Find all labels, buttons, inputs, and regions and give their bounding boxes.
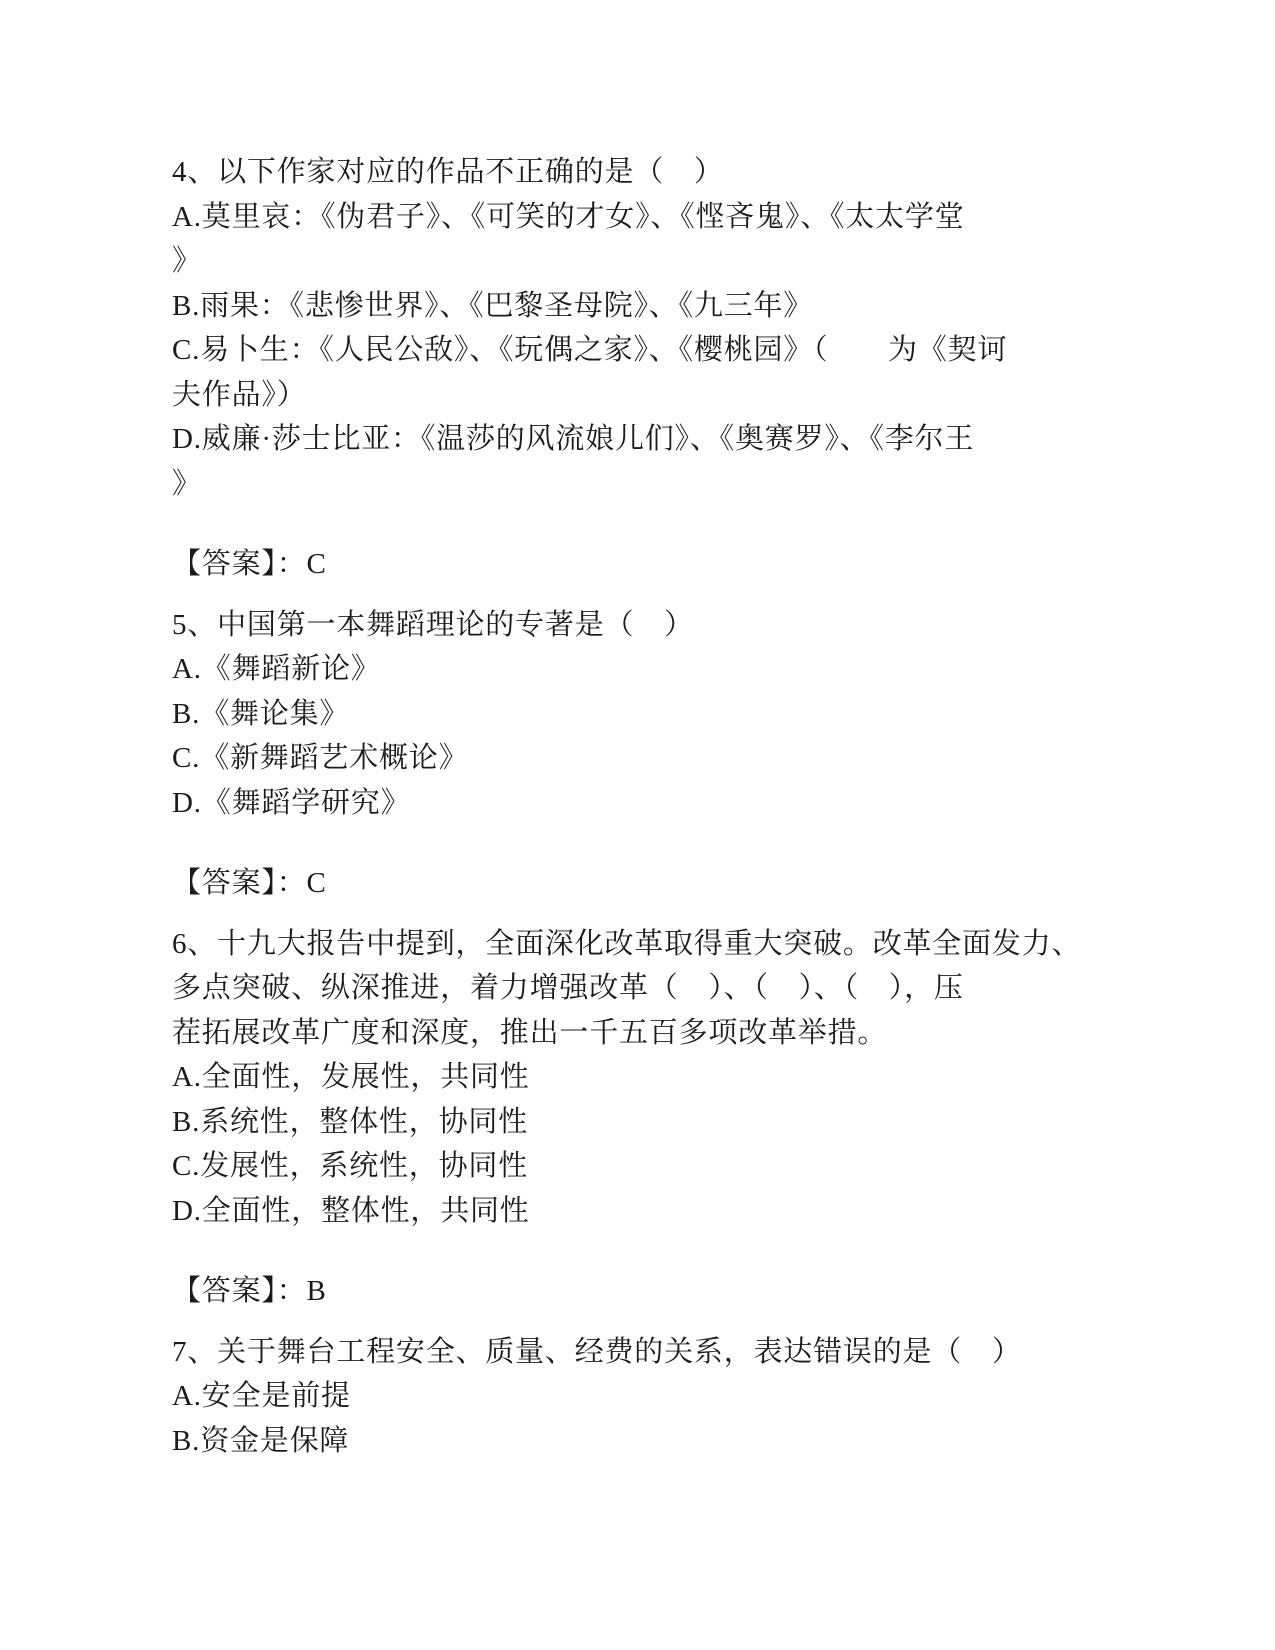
question-6-stem-line-3: 茬拓展改革广度和深度，推出一千五百多项改革举措。	[172, 1016, 888, 1049]
question-5-option-c: C.《新舞蹈艺术概论》	[172, 742, 469, 774]
question-5-option-d: D.《舞蹈学研究》	[172, 786, 411, 819]
question-6-option-a: A.全面性，发展性，共同性	[172, 1061, 530, 1093]
question-4-option-d-line-1: D.威廉·莎士比亚：《温莎的风流娘儿们》、《奥赛罗》、《李尔王	[172, 423, 975, 455]
question-5-stem: 5、中国第一本舞蹈理论的专著是（ ）	[172, 608, 694, 641]
question-6-option-d: D.全面性，整体性，共同性	[172, 1194, 530, 1227]
exam-page-content	[172, 150, 1132, 1463]
question-7	[172, 1330, 1132, 1464]
question-7-option-a: A.安全是前提	[172, 1380, 351, 1412]
question-6	[172, 922, 1132, 1234]
question-7-stem: 7、关于舞台工程安全、质量、经费的关系，表达错误的是（ ）	[172, 1335, 1022, 1368]
question-4-option-c-line-1: C.易卜生：《人民公敌》、《玩偶之家》、《樱桃园》（ 为《契诃	[172, 334, 1008, 366]
question-4-option-b: B.雨果：《悲惨世界》、《巴黎圣母院》、《九三年》	[172, 289, 814, 322]
question-4-option-a-line-1: A.莫里哀：《伪君子》、《可笑的才女》、《悭吝鬼》、《太太学堂	[172, 200, 965, 233]
question-6-answer: 【答案】：B	[172, 1275, 327, 1307]
question-5-answer: 【答案】：C	[172, 867, 327, 899]
question-4-option-a-line-2: 》	[172, 245, 202, 277]
question-6-option-c: C.发展性，系统性，协同性	[172, 1150, 528, 1182]
question-4-answer: 【答案】：C	[172, 548, 327, 580]
question-7-option-b: B.资金是保障	[172, 1424, 350, 1457]
question-4-option-c-line-2: 夫作品》）	[172, 378, 307, 411]
question-6-option-b: B.系统性，整体性，协同性	[172, 1105, 528, 1138]
question-5-option-b: B.《舞论集》	[172, 697, 350, 730]
question-4-stem: 4、以下作家对应的作品不正确的是（ ）	[172, 156, 724, 188]
question-6-stem-line-1: 6、十九大报告中提到，全面深化改革取得重大突破。改革全面发力、	[172, 927, 1082, 960]
question-4	[172, 150, 1132, 506]
question-6-stem-line-2: 多点突破、纵深推进，着力增强改革（ ）、（ ）、（ ），压	[172, 972, 964, 1004]
question-5-option-a: A.《舞蹈新论》	[172, 653, 381, 685]
question-5	[172, 603, 1132, 826]
question-4-option-d-line-2: 》	[172, 467, 202, 500]
